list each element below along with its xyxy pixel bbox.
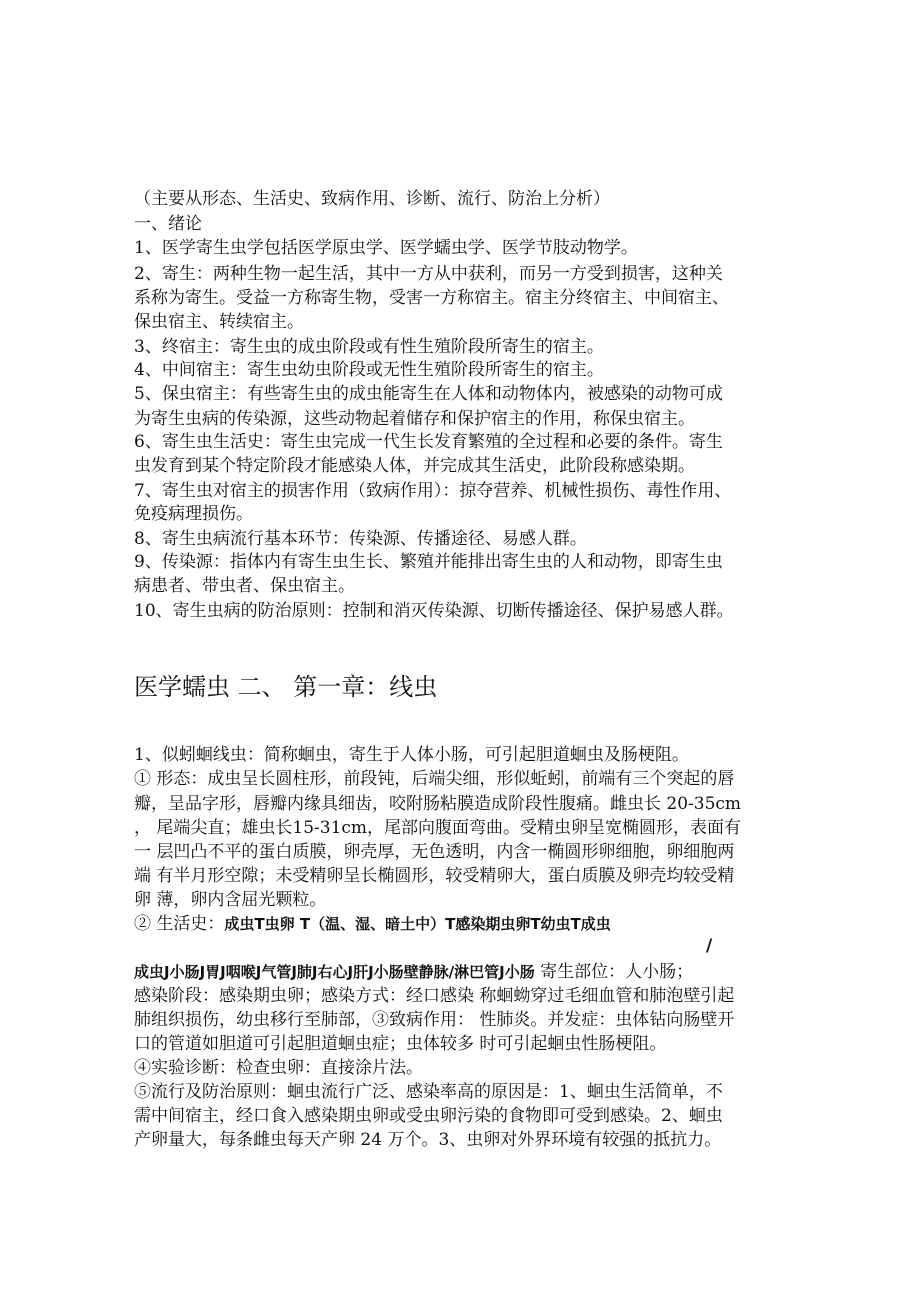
text-line: ① 形态：成虫呈长圆柱形，前段钝，后端尖细，形似蚯蚓，前端有三个突起的唇 — [134, 769, 735, 789]
text-line: 4、中间宿主：寄生虫幼虫阶段或无性生殖阶段所寄生的宿主。 — [134, 360, 604, 380]
text-line: 端 有半月形空隙；未受精卵呈长椭圆形，较受精卵大，蛋白质膜及卵壳均较受精 — [134, 866, 735, 886]
text-line: 3、终宿主：寄生虫的成虫阶段或有性生殖阶段所寄生的宿主。 — [134, 337, 604, 357]
text-line: 1、医学寄生虫学包括医学原虫学、医学蠕虫学、医学节肢动物学。 — [134, 238, 638, 258]
text-line: 系称为寄生。受益一方称寄生物，受害一方称宿主。宿主分终宿主、中间宿主、 — [134, 288, 729, 308]
route-rest: 寄生部位：人小肠； — [534, 962, 694, 982]
text-line: 虫发育到某个特定阶段才能感染人体，并完成其生活史，此阶段称感染期。 — [134, 456, 695, 476]
lifecycle-label: ② 生活史： — [134, 914, 225, 934]
text-line: 7、寄生虫对宿主的损害作用（致病作用）：掠夺营养、机械性损伤、毒性作用、 — [134, 481, 732, 501]
migration-route: 成虫J小肠J胃J咽喉J气管J肺J右心J肝J小肠壁静脉/淋巴管J小肠 — [134, 963, 535, 981]
text-line: 卵 薄，卵内含屈光颗粒。 — [134, 890, 327, 910]
slash-mark: / — [706, 936, 713, 956]
route-line — [134, 961, 693, 984]
text-line: 瓣，呈品字形，唇瓣内缘具细齿，咬附肠粘膜造成阶段性腹痛。雌虫长 20-35cm — [134, 794, 742, 814]
text-line: 病患者、带虫者、保虫宿主。 — [134, 576, 355, 596]
text-line: 感染阶段：感染期虫卵；感染方式：经口感染 称蛔蚴穿过毛细血管和肺泡壁引起 — [134, 986, 735, 1006]
text-line: ④实验诊断：检查虫卵：直接涂片法。 — [134, 1058, 423, 1078]
text-line: 5、保虫宿主：有些寄生虫的成虫能寄生在人体和动物体内，被感染的动物可成 — [134, 384, 723, 404]
text-line: 口的管道如胆道可引起胆道蛔虫症；虫体较多 时可引起蛔虫性肠梗阻。 — [134, 1034, 667, 1054]
text-line: 为寄生虫病的传染源，这些动物起着储存和保护宿主的作用，称保虫宿主。 — [134, 409, 695, 429]
text-line: 1、似蚓蛔线虫：简称蛔虫，寄生于人体小肠，可引起胆道蛔虫及肠梗阻。 — [134, 745, 689, 765]
text-line: 6、寄生虫生活史：寄生虫完成一代生长发育繁殖的全过程和必要的条件。寄生 — [134, 432, 723, 452]
lifecycle-line — [134, 913, 611, 936]
text-line: 2、寄生：两种生物一起生活，其中一方从中获利，而另一方受到损害，这种关 — [134, 264, 723, 284]
text-line: 一 层凹凸不平的蛋白质膜，卵壳厚，无色透明，内含一椭圆形卵细胞，卵细胞两 — [134, 842, 735, 862]
text-line: 免疫病理损伤。 — [134, 504, 253, 524]
text-line: 需中间宿主，经口食入感染期虫卵或受虫卵污染的食物即可受到感染。2、蛔虫 — [134, 1106, 723, 1126]
text-line: 8、寄生虫病流行基本环节：传染源、传播途径、易感人群。 — [134, 529, 587, 549]
chapter-heading: 医学蠕虫 二、 第一章：线虫 — [134, 673, 438, 701]
text-line: ⑤流行及防治原则：蛔虫流行广泛、感染率高的原因是：1、蛔虫生活简单，不 — [134, 1082, 723, 1102]
text-line: 保虫宿主、转续宿主。 — [134, 312, 304, 332]
text-line: 产卵量大，每条雌虫每天产卵 24 万个。3、虫卵对外界环境有较强的抵抗力。 — [134, 1130, 722, 1150]
text-line: 10、寄生虫病的防治原则：控制和消灭传染源、切断传播途径、保护易感人群。 — [134, 601, 734, 621]
scope-note: （主要从形态、生活史、致病作用、诊断、流行、防治上分析） — [134, 189, 610, 209]
lifecycle-sequence: 成虫T虫卵 T（温、湿、暗土中）T感染期虫卵T幼虫T成虫 — [224, 915, 611, 933]
section-heading-intro: 一、绪论 — [134, 214, 202, 234]
text-line: ， 尾端尖直；雄虫长15-31cm，尾部向腹面弯曲。受精虫卵呈宽椭圆形，表面有 — [134, 818, 742, 838]
text-line: 9、传染源：指体内有寄生虫生长、繁殖并能排出寄生虫的人和动物，即寄生虫 — [134, 552, 723, 572]
text-line: 肺组织损伤，幼虫移行至肺部，③致病作用： 性肺炎。并发症：虫体钻向肠壁开 — [134, 1010, 735, 1030]
